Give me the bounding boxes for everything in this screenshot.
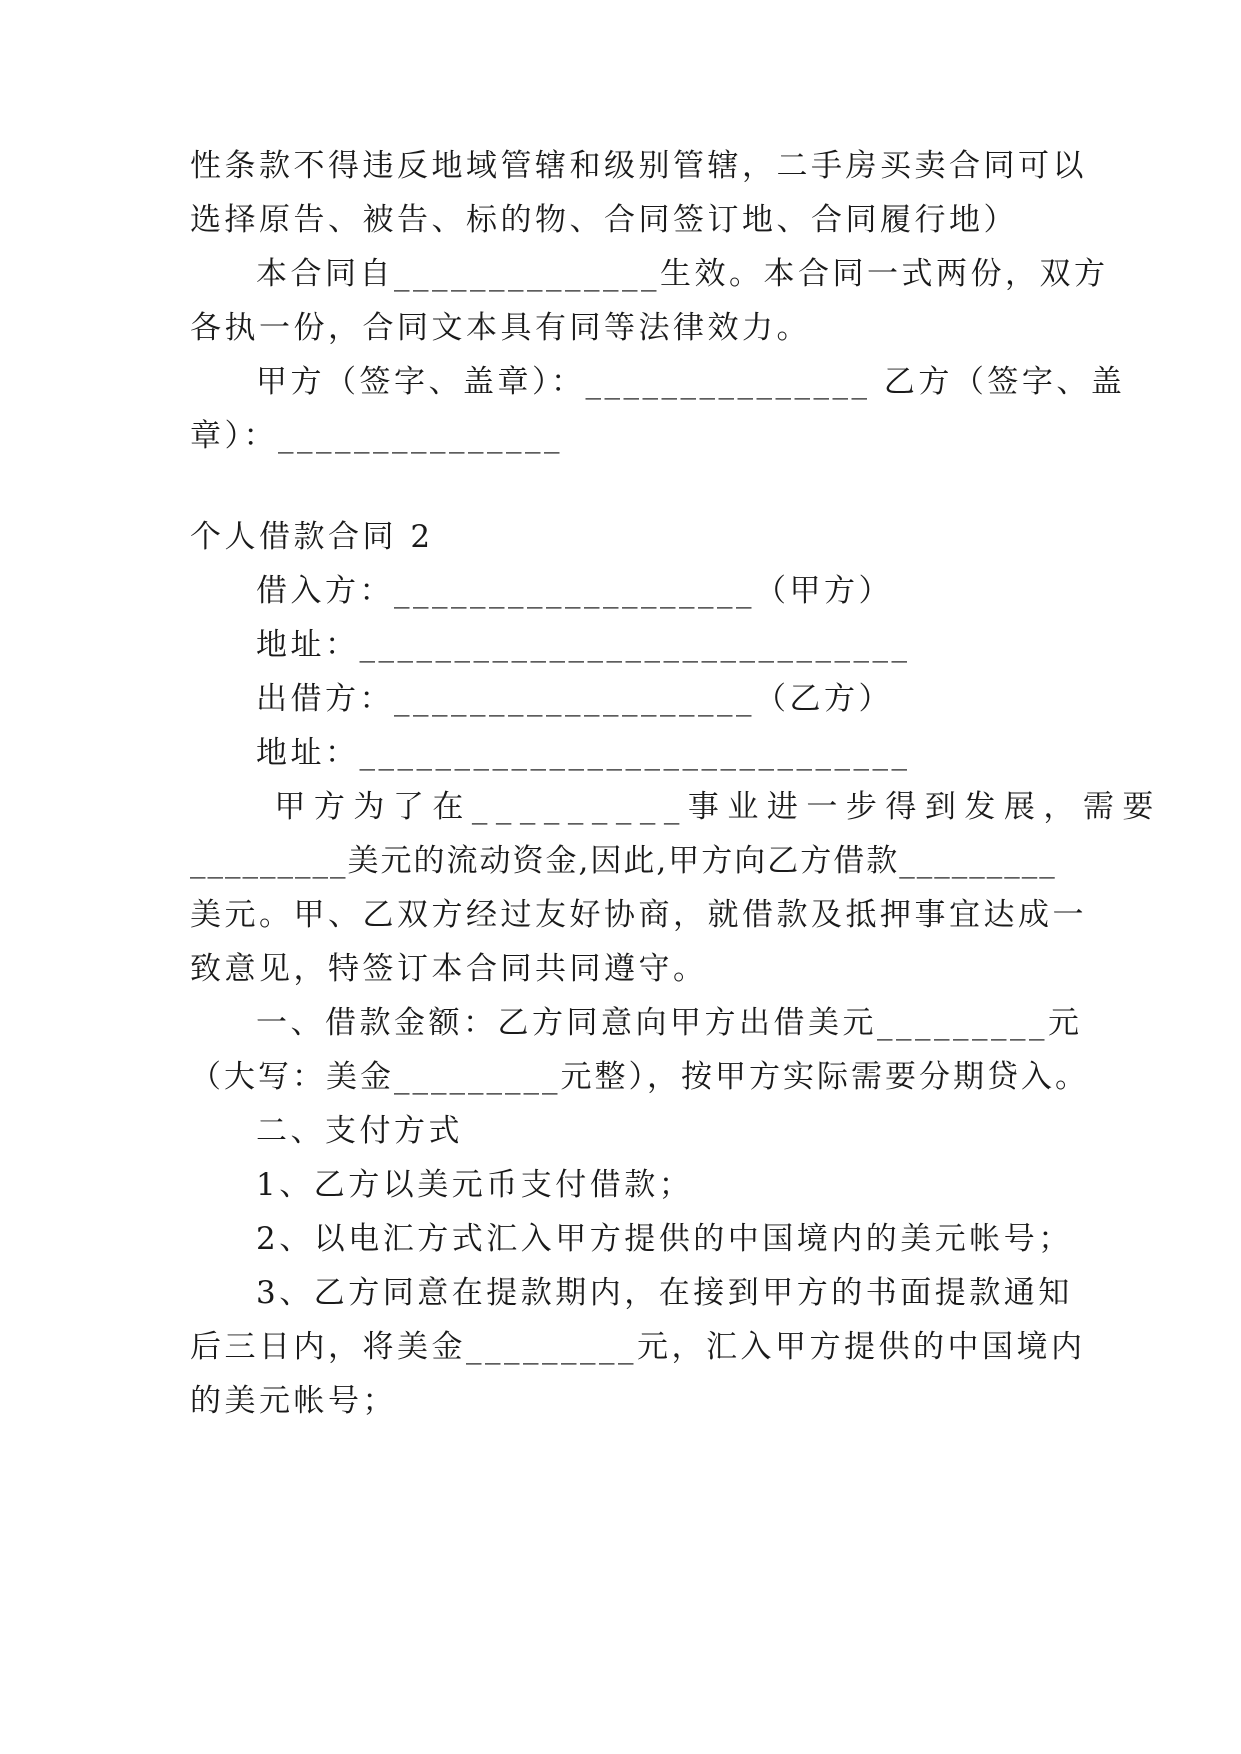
section-title: 个人借款合同 2 [190,519,434,555]
text-line: 的美元帐号； [190,1383,397,1419]
text-line: 致意见，特签订本合同共同遵守。 [190,951,708,987]
lender-address-field: 地址：_____________________________ [256,735,911,771]
text-line: 2、以电汇方式汇入甲方提供的中国境内的美元帐号； [256,1221,1073,1257]
text-line: 美元。甲、乙双方经过友好协商，就借款及抵押事宜达成一 [190,897,1087,933]
section-heading: 二、支付方式 [256,1113,463,1149]
borrower-address-field: 地址：_____________________________ [256,627,911,663]
borrower-field: 借入方：___________________（甲方） [256,573,893,609]
text-line: 选择原告、被告、标的物、合同签订地、合同履行地） [190,202,1018,238]
text-line: 性条款不得违反地域管辖和级别管辖，二手房买卖合同可以 [190,148,1087,184]
signature-line: 甲方（签字、盖章）：_______________ 乙方（签字、盖 [256,364,1126,400]
text-line: 后三日内，将美金_________元，汇入甲方提供的中国境内 [190,1329,1086,1365]
text-line: 甲方为了在_________事业进一步得到发展，需要 [256,789,1162,825]
text-line: 各执一份，合同文本具有同等法律效力。 [190,310,811,346]
text-line: 本合同自______________生效。本合同一式两份，双方 [256,256,1109,292]
text-line: （大写：美金_________元整），按甲方实际需要分期贷入。 [190,1059,1089,1095]
lender-field: 出借方：___________________（乙方） [256,681,893,717]
text-line: 3、乙方同意在提款期内，在接到甲方的书面提款通知 [256,1275,1073,1311]
text-line: 1、乙方以美元币支付借款； [256,1167,694,1203]
signature-line: 章）：_______________ [190,418,563,454]
text-line: 一、借款金额：乙方同意向甲方出借美元_________元 [256,1005,1083,1041]
text-line: _________美元的流动资金,因此,甲方向乙方借款_________ [190,843,1057,879]
